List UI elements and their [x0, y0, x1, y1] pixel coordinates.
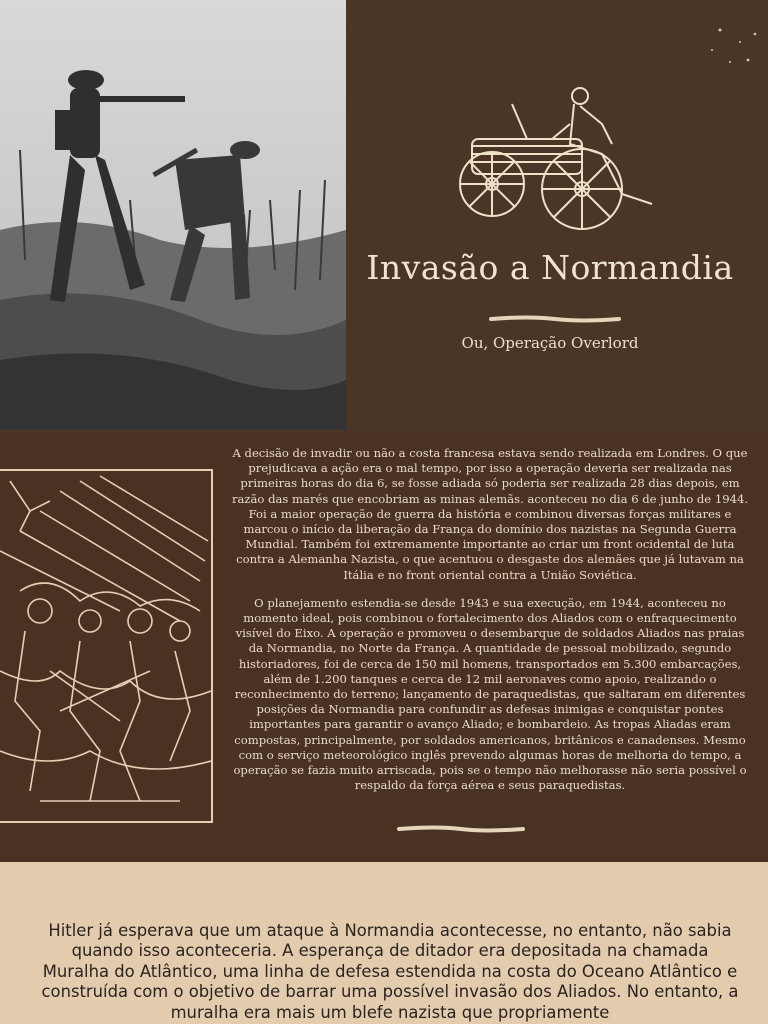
gatling-gun-illustration: [452, 84, 662, 244]
continuation-paragraph: Hitler já esperava que um ataque à Normandia acontecesse, no entanto, não sabia quando isso aconteceria. A esperança de ditador era depositada na chamada Muralha do Atlântico, uma linha de defesa estendida na costa do Oceano Atlântico e construída com o objetivo de barrar uma possível invasão dos Aliados. No entanto, a muralha era mais um blefe nazista que propriamente: [41, 921, 739, 1022]
article-paragraph-2: O planejamento estendia-se desde 1943 e sua execução, em 1944, aconteceu no momento ideal, pois combinou o fortalecimento dos Aliados com o enfraquecimento visível do Eixo. A operação e promoveu o desembarque de soldados Aliados nas praias da Normandia, no Norte da França. A quantidade de pessoal mobilizado, segundo historiadores, foi de cerca de 150 mil homens, transportados em 5.300 embarcações, além de 1.200 tanques e cerca de 12 mil aeronaves como apoio, realizando o reconhecimento do terreno; lançamento de paraquedistas, que saltaram em diferentes posições da Normandia para confundir as defesas inimigas e conquistar pontes importantes para garantir o avanço Aliado; e bombardeio. As tropas Aliadas eram compostas, principalmente, por soldados americanos, britânicos e canadenses. Mesmo com o serviço meteorológico inglês prevendo algumas horas de melhoria do tempo, a operação se fazia muito arriscada, pois se o tempo não melhorasse não seria possível o respaldo da força aérea e seus paraquedistas.: [233, 595, 747, 793]
page-subtitle: Ou, Operação Overlord: [461, 334, 639, 352]
battle-sketch-illustration: [0, 469, 213, 823]
page-title: Invasão a Normandia: [366, 248, 734, 287]
article-body: [230, 446, 750, 806]
brush-divider: [489, 315, 621, 323]
article-paragraph-1: A decisão de invadir ou não a costa francesa estava sendo realizada em Londres. O que prejudicava a ação era o mal tempo, por isso a operação deveria ser realizada nas primeiras horas do dia 6, se fosse adiada só poderia ser realizada 28 dias depois, em razão das marés que encobriam as minas alemãs. aconteceu no dia 6 de junho de 1944. Foi a maior operação de guerra da história e combinou diversas forças militares e marcou o início da liberação da França do domínio dos nazistas na Segunda Guerra Mundial. Também foi extremamente importante ao criar um front ocidental de luta contra a Alemanha Nazista, o que acentuou o desgaste dos alemães que já lutavam na Itália e no front oriental contra a União Soviética.: [231, 446, 749, 582]
decorative-sparks-icon: [700, 20, 768, 70]
soldiers-photo: [0, 0, 346, 430]
brush-divider-bottom: [397, 825, 525, 833]
header-section: [0, 0, 768, 432]
